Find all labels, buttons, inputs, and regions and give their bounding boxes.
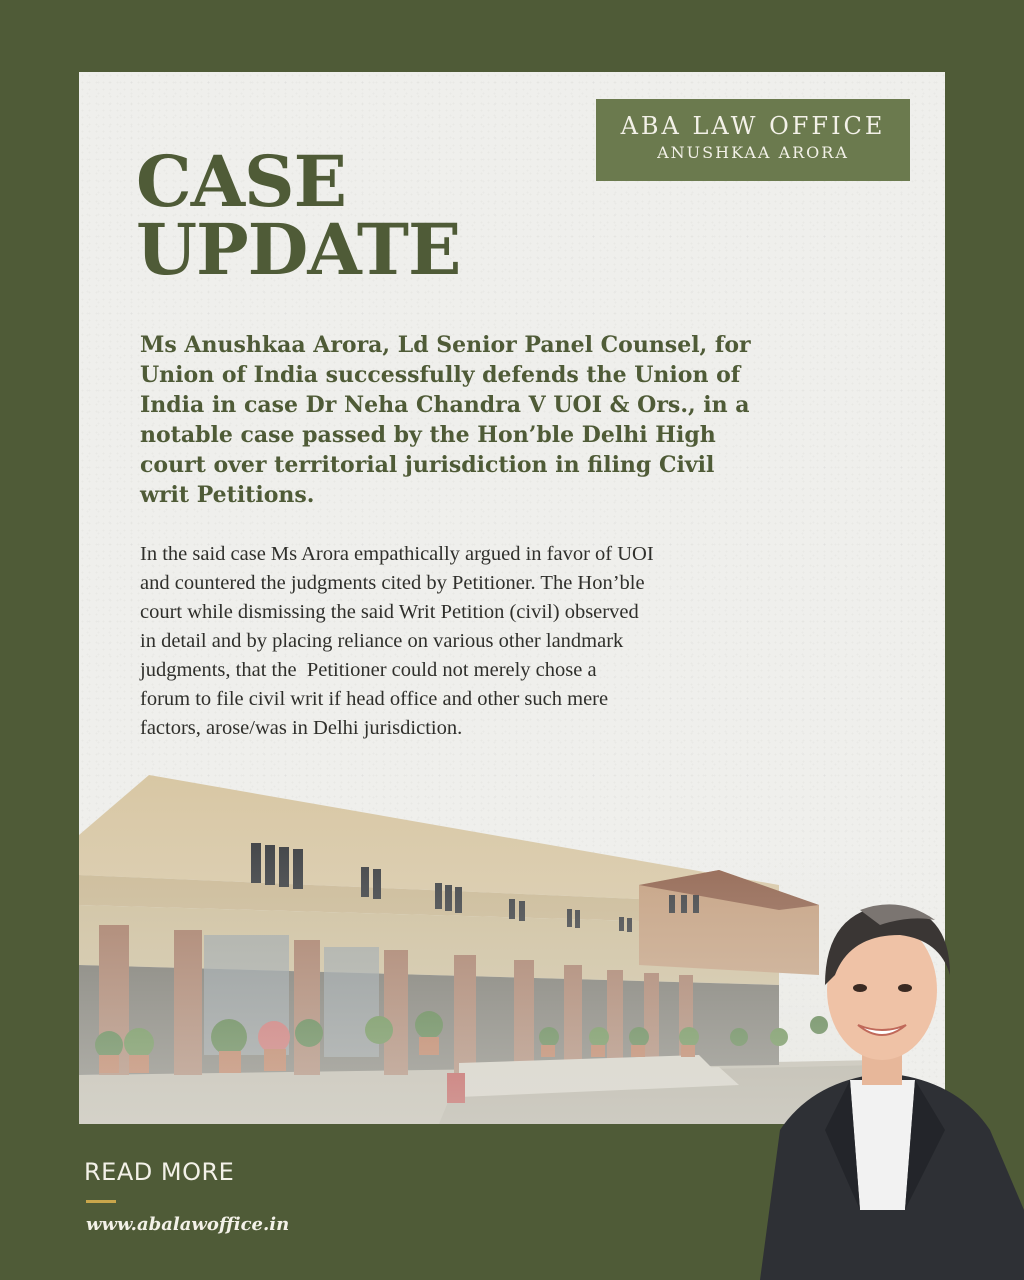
firm-person: ANUSHKAA ARORA — [657, 143, 849, 162]
body-line: court while dismissing the said Writ Petition (civil) observed — [140, 601, 639, 623]
headline — [136, 140, 461, 291]
website-link[interactable]: www.abalawoffice.in — [86, 1214, 290, 1235]
read-more-underline — [86, 1200, 116, 1203]
body-line: judgments, that the Petitioner could not merely chose a — [140, 659, 597, 681]
lead-line: Union of India successfully defends the Union of — [140, 362, 741, 388]
headline-line-1: CASE — [136, 140, 346, 223]
body-line: in detail and by placing reliance on various other landmark — [140, 630, 624, 652]
lead-line: Ms Anushkaa Arora, Ld Senior Panel Counsel, for — [140, 332, 751, 358]
lead-line: notable case passed by the Hon’ble Delhi High — [140, 422, 716, 448]
read-more-link[interactable]: READ MORE — [84, 1158, 235, 1186]
body-paragraph — [140, 540, 800, 743]
lead-line: court over territorial jurisdiction in filing Civil — [140, 452, 715, 478]
headline-line-2: UPDATE — [136, 208, 461, 291]
body-line: and countered the judgments cited by Petitioner. The Hon’ble — [140, 572, 645, 594]
lead-paragraph — [140, 330, 820, 510]
body-line: forum to file civil writ if head office and other such mere — [140, 688, 609, 710]
firm-badge — [596, 99, 910, 181]
portrait-photo — [740, 880, 1024, 1280]
lead-line: writ Petitions. — [140, 482, 315, 508]
body-line: In the said case Ms Arora empathically argued in favor of UOI — [140, 543, 654, 565]
lead-line: India in case Dr Neha Chandra V UOI & Ors., in a — [140, 392, 750, 418]
firm-name: ABA LAW OFFICE — [620, 112, 886, 140]
body-line: factors, arose/was in Delhi jurisdiction. — [140, 717, 463, 739]
